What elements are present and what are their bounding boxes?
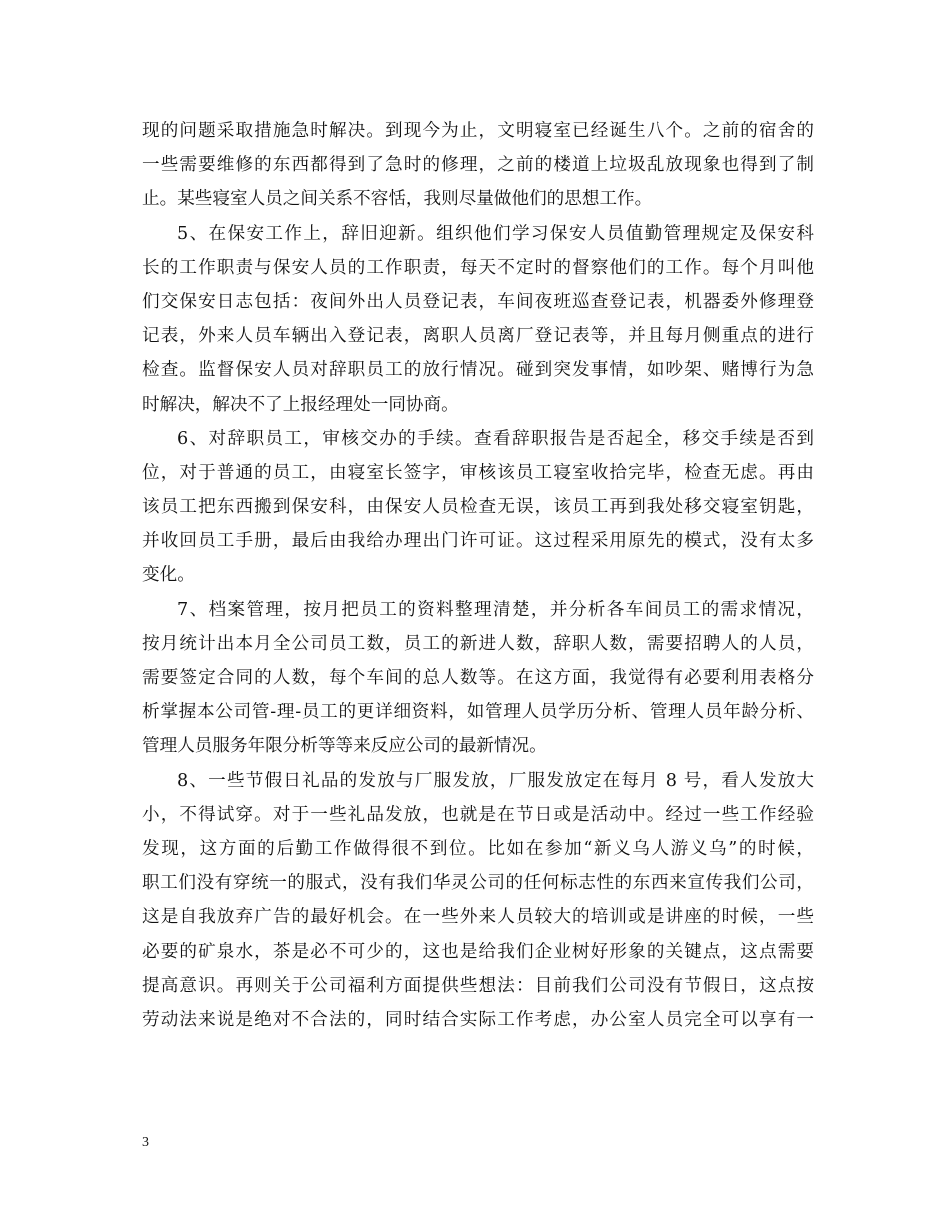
text-line: 变化。 xyxy=(142,565,195,586)
text-line: 并收回员工手册，最后由我给办理出门许可证。这过程采用原先的模式，没有太多 xyxy=(142,531,814,552)
text-line: 提高意识。再则关于公司福利方面提供些想法：目前我们公司没有节假日，这点按 xyxy=(142,975,814,996)
text-line: 按月统计出本月全公司员工数，员工的新进人数，辞职人数，需要招聘人的人员， xyxy=(142,633,814,654)
text-line: 检查。监督保安人员对辞职员工的放行情况。碰到突发事情，如吵架、赌博行为急 xyxy=(142,360,814,381)
text-line: 小，不得试穿。对于一些礼品发放，也就是在节日或是活动中。经过一些工作经验 xyxy=(142,804,814,825)
text-line: 们交保安日志包括：夜间外出人员登记表，车间夜班巡查登记表，机器委外修理登 xyxy=(142,291,814,312)
text-line: 需要签定合同的人数，每个车间的总人数等。在这方面，我觉得有必要利用表格分 xyxy=(142,668,814,688)
text-line: 这是自我放弃广告的最好机会。在一些外来人员较大的培训或是讲座的时候，一些 xyxy=(142,907,814,928)
text-line: 时解决，解决不了上报经理处一同协商。 xyxy=(142,394,459,415)
text-line: 现的问题采取措施急时解决。到现今为止，文明寝室已经诞生八个。之前的宿舍的 xyxy=(142,121,814,141)
text-line: 职工们没有穿统一的服式，没有我们华灵公司的任何标志性的东西来宣传我们公司， xyxy=(142,873,814,894)
page-number: 3 xyxy=(142,1135,149,1150)
paragraph-start-line: 5、在保安工作上，辞旧迎新。组织他们学习保安人员值勤管理规定及保安科 xyxy=(177,223,814,244)
text-line: 止。某些寝室人员之间关系不容恬，我则尽量做他们的思想工作。 xyxy=(142,189,653,210)
paragraph-start-line: 8、一些节假日礼品的发放与厂服发放，厂服发放定在每月 8 号，看人发放大 xyxy=(177,770,814,791)
paragraph-start-line: 6、对辞职员工，审核交办的手续。查看辞职报告是否起全，移交手续是否到 xyxy=(177,428,814,449)
text-line: 长的工作职责与保安人员的工作职责，每天不定时的督察他们的工作。每个月叫他 xyxy=(142,257,814,278)
text-line: 发现，这方面的后勤工作做得很不到位。比如在参加“新义乌人游义乌”的时候， xyxy=(142,838,814,859)
text-line: 位，对于普通的员工，由寝室长签字，审核该员工寝室收拾完毕，检查无虑。再由 xyxy=(142,462,814,483)
text-line: 管理人员服务年限分析等等来反应公司的最新情况。 xyxy=(142,736,547,757)
text-line: 记表，外来人员车辆出入登记表，离职人员离厂登记表等，并且每月侧重点的进行 xyxy=(142,326,814,347)
text-line: 必要的矿泉水，茶是必不可少的，这也是给我们企业树好形象的关键点，这点需要 xyxy=(142,941,814,962)
text-line: 劳动法来说是绝对不合法的，同时结合实际工作考虑，办公室人员完全可以享有一 xyxy=(142,1009,814,1030)
text-line: 该员工把东西搬到保安科，由保安人员检查无误，该员工再到我处移交寝室钥匙， xyxy=(142,497,814,518)
text-line: 析掌握本公司管-理-员工的更详细资料，如管理人员学历分析、管理人员年龄分析、 xyxy=(142,702,814,723)
text-line: 一些需要维修的东西都得到了急时的修理，之前的楼道上垃圾乱放现象也得到了制 xyxy=(142,155,814,176)
body-text xyxy=(142,114,814,1037)
paragraph-start-line: 7、档案管理，按月把员工的资料整理清楚，并分析各车间员工的需求情况， xyxy=(177,599,814,620)
